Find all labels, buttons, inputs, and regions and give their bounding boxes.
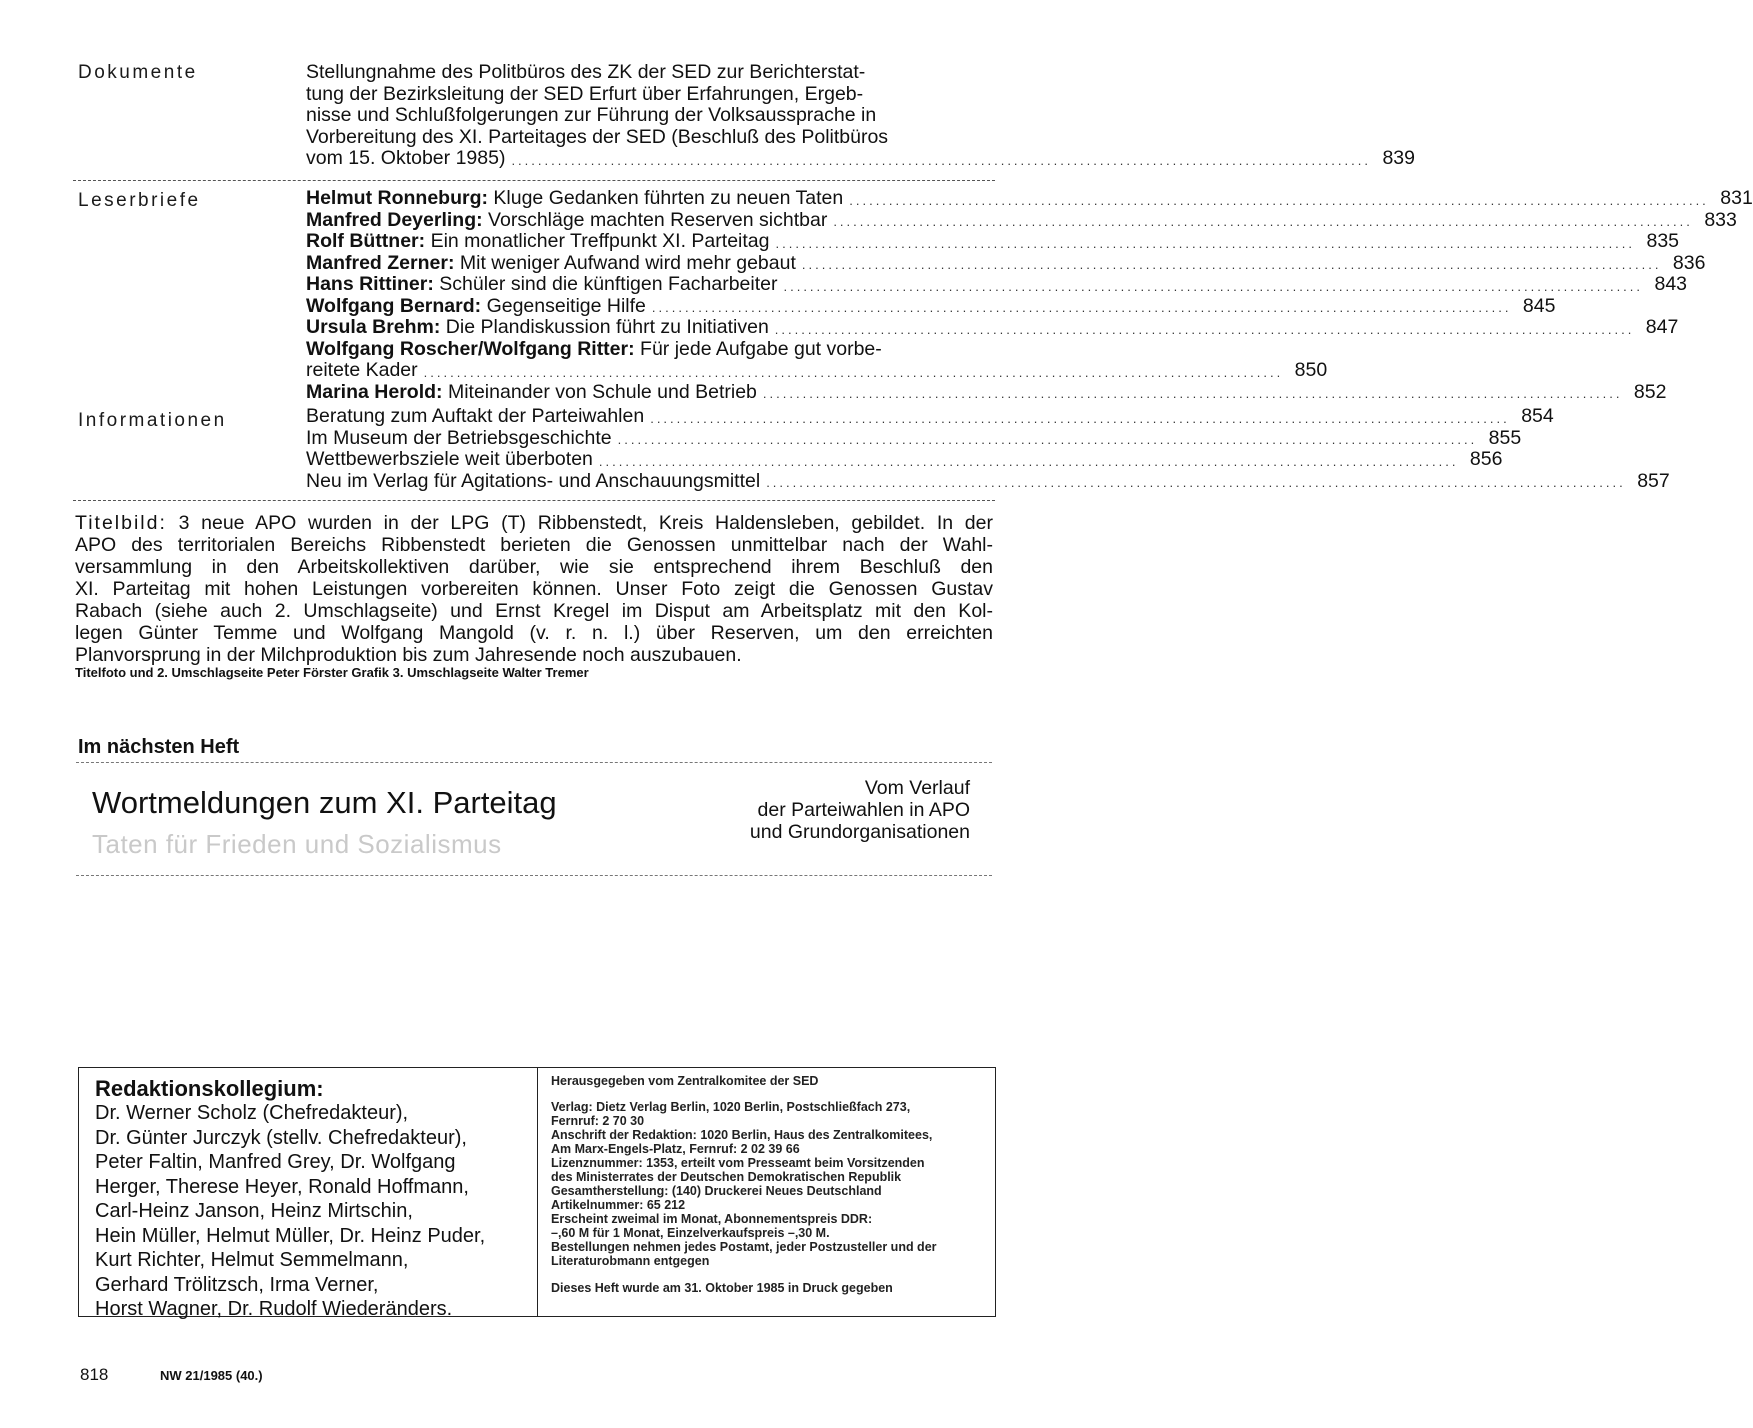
detail-line: Lizenznummer: 1353, erteilt vom Presseamt beim Vorsitzenden — [551, 1156, 925, 1170]
leserbrief-entry — [306, 251, 1706, 275]
leader-dots: .................................................................................................................................. — [849, 192, 1709, 208]
info-entry — [306, 469, 1670, 493]
leserbrief-entry — [306, 380, 1667, 404]
next-issue-main-title: Wortmeldungen zum XI. Parteitag — [92, 785, 557, 820]
detail-line: –,60 M für 1 Monat, Einzelverkaufspreis –,30 M. — [551, 1226, 830, 1240]
entry-title: Die Plandiskussion führt zu Initiativen — [445, 316, 769, 338]
dokumente-line: tung der Bezirksleitung der SED Erfurt über Erfahrungen, Ergeb- — [306, 82, 864, 105]
page-number: 852 — [1633, 380, 1667, 403]
leserbrief-entry — [306, 294, 1556, 318]
caption-line: legen Günter Temme und Wolfgang Mangold (v. r. n. l.) über Reserven, um den erreichten — [75, 622, 993, 644]
author: Wolfgang Roscher/Wolfgang Ritter: — [306, 337, 635, 360]
detail-line: Bestellungen nehmen jedes Postamt, jeder Postzusteller und der — [551, 1240, 937, 1254]
issue-label: NW 21/1985 (40.) — [160, 1368, 263, 1383]
editorial-board — [79, 1068, 538, 1320]
caption-line: Planvorsprung in der Milchproduktion bis zum Jahresende noch auszubauen. — [75, 644, 742, 666]
photo-credits: Titelfoto und 2. Umschlagseite Peter Förster Grafik 3. Umschlagseite Walter Tremer — [75, 665, 589, 680]
publisher-details — [551, 1100, 937, 1268]
detail-line: Verlag: Dietz Verlag Berlin, 1020 Berlin, Postschließfach 273, — [551, 1100, 911, 1114]
editorial-board-heading: Redaktionskollegium: — [95, 1076, 324, 1101]
name-line: Hein Müller, Helmut Müller, Dr. Heinz Puder, — [95, 1224, 486, 1247]
leader-dots: .................................................................................................................................. — [783, 278, 1644, 294]
name-line: Peter Faltin, Manfred Grey, Dr. Wolfgang — [95, 1151, 456, 1173]
leserbrief-entry — [306, 230, 1680, 253]
entry-title: Beratung zum Auftakt der Parteiwahlen — [306, 405, 645, 427]
page-number: 856 — [1469, 448, 1503, 470]
detail-line: Literaturobmann entgegen — [551, 1254, 710, 1268]
section-divider — [73, 180, 995, 181]
leader-dots: .................................................................................................................................. — [766, 475, 1626, 490]
entry-title: Vorschläge machten Reserven sichtbar — [488, 208, 828, 231]
next-issue-heading: Im nächsten Heft — [78, 736, 240, 758]
detail-line: Anschrift der Redaktion: 1020 Berlin, Haus des Zentralkomitees, — [551, 1128, 933, 1142]
page-number: 833 — [1704, 208, 1737, 231]
leserbrief-entry — [306, 208, 1737, 232]
dokumente-line: vom 15. Oktober 1985) — [306, 147, 506, 169]
side-line: und Grundorganisationen — [749, 821, 970, 843]
leader-dots: .................................................................................................................................. — [598, 453, 1459, 469]
leader-dots: .................................................................................................................................. — [511, 152, 1371, 168]
entry-title: Kluge Gedanken führten zu neuen Taten — [493, 187, 844, 209]
page-number: 857 — [1637, 469, 1670, 492]
entry-title: Gegenseitige Hilfe — [486, 294, 646, 317]
entry-title: Wettbewerbsziele weit überboten — [306, 448, 593, 470]
dokumente-entry — [306, 61, 1415, 170]
detail-line: Artikelnummer: 65 212 — [551, 1198, 686, 1212]
leserbriefe-list — [306, 187, 1753, 403]
author: Wolfgang Bernard: — [306, 294, 482, 317]
leserbrief-entry — [306, 273, 1688, 296]
author: Marina Herold: — [306, 380, 443, 403]
entry-title: Schüler sind die künftigen Facharbeiter — [439, 273, 778, 295]
next-issue-side-text — [750, 777, 970, 843]
name-line: Gerhard Trölitzsch, Irma Verner, — [95, 1273, 379, 1296]
author: Rolf Büttner: — [306, 230, 426, 252]
leader-dots: .................................................................................................................................. — [801, 257, 1662, 272]
page-number: 850 — [1294, 359, 1328, 381]
detail-line: Erscheint zweimal im Monat, Abonnementspreis DDR: — [551, 1212, 873, 1226]
author: Manfred Zerner: — [306, 251, 455, 274]
info-entry — [306, 405, 1554, 428]
page-number: 843 — [1654, 273, 1688, 295]
dokumente-last-line — [306, 147, 1415, 170]
leserbrief-entry — [306, 187, 1753, 210]
leader-dots: .................................................................................................................................. — [651, 300, 1512, 315]
leader-dots: .................................................................................................................................. — [833, 214, 1693, 229]
page-number: 845 — [1522, 294, 1556, 317]
page-number: 835 — [1646, 230, 1680, 252]
section-label-leserbriefe: Leserbriefe — [78, 190, 201, 211]
page-number: 836 — [1672, 251, 1706, 274]
leserbrief-entry-continuation — [306, 359, 1328, 382]
next-issue-box — [76, 762, 992, 876]
publisher-info — [539, 1068, 995, 1316]
entry-title: Neu im Verlag für Agitations- und Anschauungsmittel — [306, 469, 761, 492]
page-number: 839 — [1382, 147, 1415, 169]
entry-title: Miteinander von Schule und Betrieb — [447, 380, 757, 403]
author: Manfred Deyerling: — [306, 208, 483, 231]
caption-line: Rabach (siehe auch 2. Umschlagseite) und Ernst Kregel im Disput am Arbeitsplatz mit den Kol- — [75, 600, 993, 622]
entry-title: Für jede Aufgabe gut vorbe- — [640, 337, 882, 360]
name-line: Kurt Richter, Helmut Semmelmann, — [95, 1249, 409, 1271]
author: Helmut Ronneburg: — [306, 187, 488, 209]
caption-line — [75, 512, 993, 534]
page-number: 855 — [1488, 426, 1522, 449]
detail-line: Am Marx-Engels-Platz, Fernruf: 2 02 39 66 — [551, 1142, 800, 1156]
name-line: Herger, Therese Heyer, Ronald Hoffmann, — [95, 1175, 469, 1198]
editorial-board-names — [95, 1101, 485, 1322]
leserbrief-entry — [306, 316, 1679, 339]
page-number: 847 — [1645, 316, 1679, 338]
leader-dots: .................................................................................................................................. — [774, 321, 1635, 337]
entry-title: reitete Kader — [306, 359, 418, 381]
caption-label: Titelbild: — [75, 512, 167, 534]
name-line: Dr. Günter Jurczyk (stellv. Chefredakteur), — [95, 1126, 467, 1149]
print-note: Dieses Heft wurde am 31. Oktober 1985 in Druck gegeben — [551, 1281, 893, 1295]
page-number: 831 — [1720, 187, 1753, 209]
dokumente-line: nisse und Schlußfolgerungen zur Führung der Volksaussprache in — [306, 104, 877, 126]
detail-line: Fernruf: 2 70 30 — [551, 1114, 645, 1128]
leader-dots: .................................................................................................................................. — [617, 432, 1478, 447]
info-entry — [306, 448, 1503, 471]
publisher-line: Herausgegeben vom Zentralkomitee der SED — [551, 1074, 819, 1088]
dokumente-line: Stellungnahme des Politbüros des ZK der SED zur Berichterstat- — [306, 61, 866, 83]
section-label-dokumente: Dokumente — [78, 62, 198, 83]
leader-dots: .................................................................................................................................. — [762, 386, 1623, 401]
entry-title: Im Museum der Betriebsgeschichte — [306, 426, 612, 449]
leader-dots: .................................................................................................................................. — [775, 235, 1636, 251]
detail-line: des Ministerrates der Deutschen Demokratischen Republik — [551, 1170, 902, 1184]
next-issue-ghost-title: Taten für Frieden und Sozialismus — [92, 829, 502, 859]
leader-dots: .................................................................................................................................. — [650, 410, 1510, 426]
cover-caption — [75, 512, 993, 666]
entry-title: Mit weniger Aufwand wird mehr gebaut — [459, 251, 796, 274]
name-line: Dr. Werner Scholz (Chefredakteur), — [95, 1102, 409, 1124]
author: Ursula Brehm: — [306, 316, 441, 338]
side-line: Vom Verlauf — [864, 777, 970, 799]
caption-text: 3 neue APO wurden in der LPG (T) Ribbenstedt, Kreis Haldensleben, gebildet. In der — [178, 512, 993, 534]
side-line: der Parteiwahlen in APO — [757, 799, 970, 821]
section-divider — [73, 500, 995, 501]
caption-line: versammlung in den Arbeitskollektiven darüber, wie sie entsprechend ihrem Beschluß den — [75, 556, 993, 578]
caption-line: XI. Parteitag mit hohen Leistungen vorbereiten können. Unser Foto zeigt die Genossen Gustav — [75, 578, 993, 600]
leader-dots: .................................................................................................................................. — [423, 364, 1284, 380]
section-label-informationen: Informationen — [78, 410, 227, 431]
page-number-footer: 818 — [80, 1365, 109, 1384]
leserbrief-entry-multiline — [306, 339, 992, 361]
name-line: Carl-Heinz Janson, Heinz Mirtschin, — [95, 1200, 413, 1222]
imprint-box — [78, 1067, 996, 1320]
informationen-list — [306, 405, 1670, 492]
dokumente-line: Vorbereitung des XI. Parteitages der SED (Beschluß des Politbüros — [306, 125, 889, 148]
detail-line: Gesamtherstellung: (140) Druckerei Neues Deutschland — [551, 1184, 882, 1198]
info-entry — [306, 426, 1522, 450]
page-number: 854 — [1521, 405, 1554, 427]
caption-line: APO des territorialen Bereichs Ribbenstedt berieten die Genossen unmittelbar nach der Wahl- — [75, 534, 993, 556]
name-line: Horst Wagner, Dr. Rudolf Wiederänders. — [95, 1298, 453, 1320]
entry-title: Ein monatlicher Treffpunkt XI. Parteitag — [430, 230, 770, 252]
author: Hans Rittiner: — [306, 273, 434, 295]
